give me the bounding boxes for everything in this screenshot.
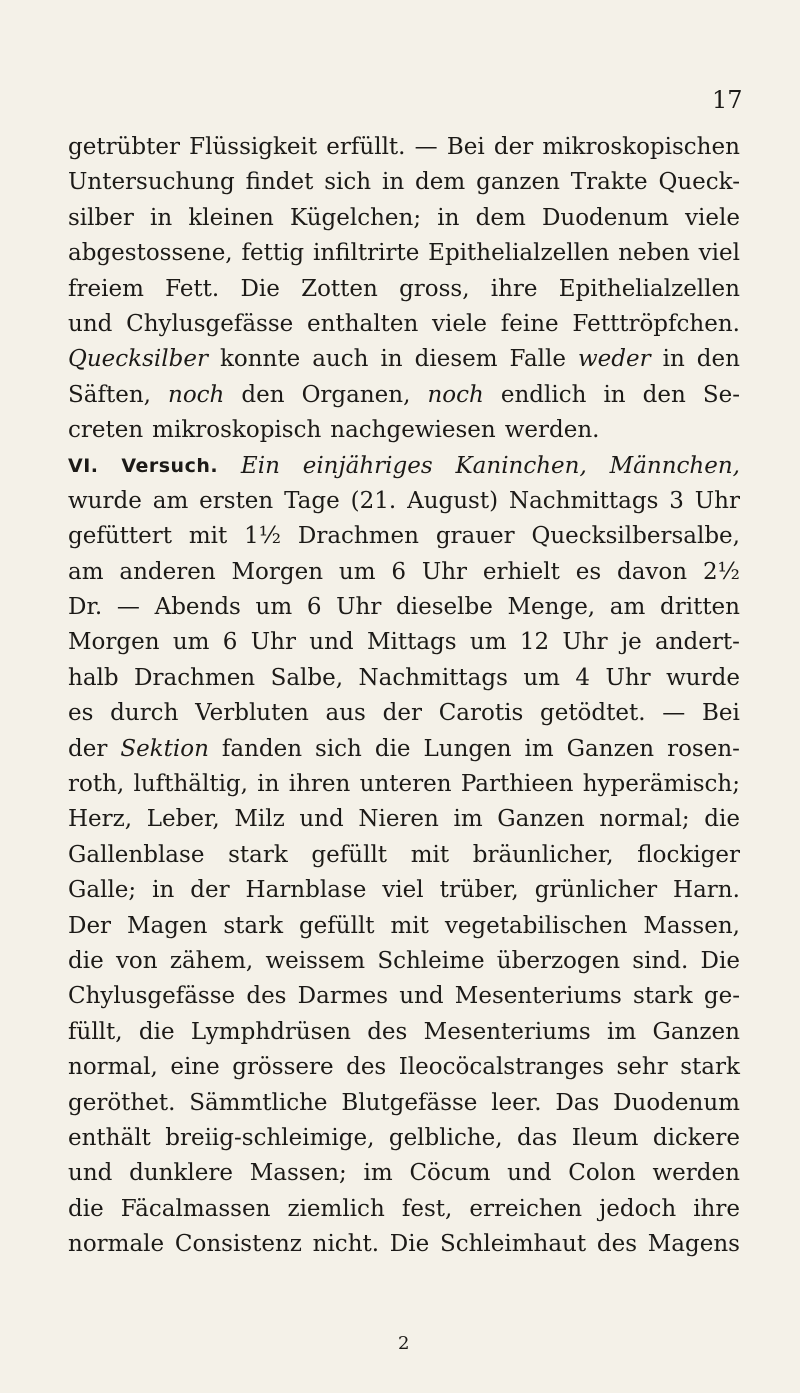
text-line: creten mikroskopisch nachgewiesen werden. [68,417,600,444]
text-line: und Chylusgefässe enthalten viele feine Fetttröpfchen. [68,310,740,337]
text-line: Untersuchung findet sich in dem ganzen Trakte Queck- [68,169,740,196]
text-line: und dunklere Massen; im Cöcum und Colon werden [68,1160,740,1187]
text-line: abgestossene, fettig infiltrirte Epithelialzellen neben viel [68,240,740,267]
text-line: Säften, noch den Organen, noch endlich in den Se- [68,381,740,408]
text-line: VI. Versuch. Ein einjähriges Kaninchen, Männchen, [68,452,740,479]
text-line: Dr. — Abends um 6 Uhr dieselbe Menge, am dritten [68,594,740,621]
text-line: der Sektion fanden sich die Lungen im Ganzen rosen- [68,735,740,762]
text-line: geröthet. Sämmtliche Blutgefässe leer. Das Duodenum [68,1089,740,1116]
page-number: 17 [712,86,743,114]
text-line: normal, eine grössere des Ileocöcalstranges sehr stark [68,1054,740,1081]
text-line: halb Drachmen Salbe, Nachmittags um 4 Uhr wurde [68,664,740,691]
text-line: Quecksilber konnte auch in diesem Falle weder in den [68,346,740,373]
text-line: Morgen um 6 Uhr und Mittags um 12 Uhr je andert- [68,629,740,656]
text-line: Chylusgefässe des Darmes und Mesenteriums stark ge- [68,983,740,1010]
text-line: gefüttert mit 1½ Drachmen grauer Quecksilbersalbe, [68,523,740,550]
text-line: die von zähem, weissem Schleime überzogen sind. Die [68,947,740,974]
text-line: enthält breiig-schleimige, gelbliche, das Ileum dickere [68,1124,740,1151]
text-line: Galle; in der Harnblase viel trüber, grünlicher Harn. [68,877,740,904]
text-line: am anderen Morgen um 6 Uhr erhielt es davon 2½ [68,558,740,585]
text-line: Der Magen stark gefüllt mit vegetabilischen Massen, [68,912,740,939]
text-line: es durch Verbluten aus der Carotis getödtet. — Bei [68,700,740,727]
text-line: Gallenblase stark gefüllt mit bräunlicher, flockiger [68,841,740,868]
text-line: Herz, Leber, Milz und Nieren im Ganzen normal; die [68,806,740,833]
text-line: füllt, die Lymphdrüsen des Mesenteriums im Ganzen [68,1018,740,1045]
text-line: freiem Fett. Die Zotten gross, ihre Epithelialzellen [68,275,740,302]
text-line: die Fäcalmassen ziemlich fest, erreichen jedoch ihre [68,1195,740,1222]
signature-mark: 2 [398,1333,410,1354]
text-line: wurde am ersten Tage (21. August) Nachmittags 3 Uhr [68,487,740,514]
text-line: getrübter Flüssigkeit erfüllt. — Bei der mikroskopischen [68,134,740,160]
text-line: silber in kleinen Kügelchen; in dem Duodenum viele [68,204,740,231]
text-line: roth, lufthältig, in ihren unteren Parthieen hyperämisch; [68,771,740,798]
text-line: normale Consistenz nicht. Die Schleimhaut des Magens [68,1231,740,1258]
body-text [68,130,740,1263]
